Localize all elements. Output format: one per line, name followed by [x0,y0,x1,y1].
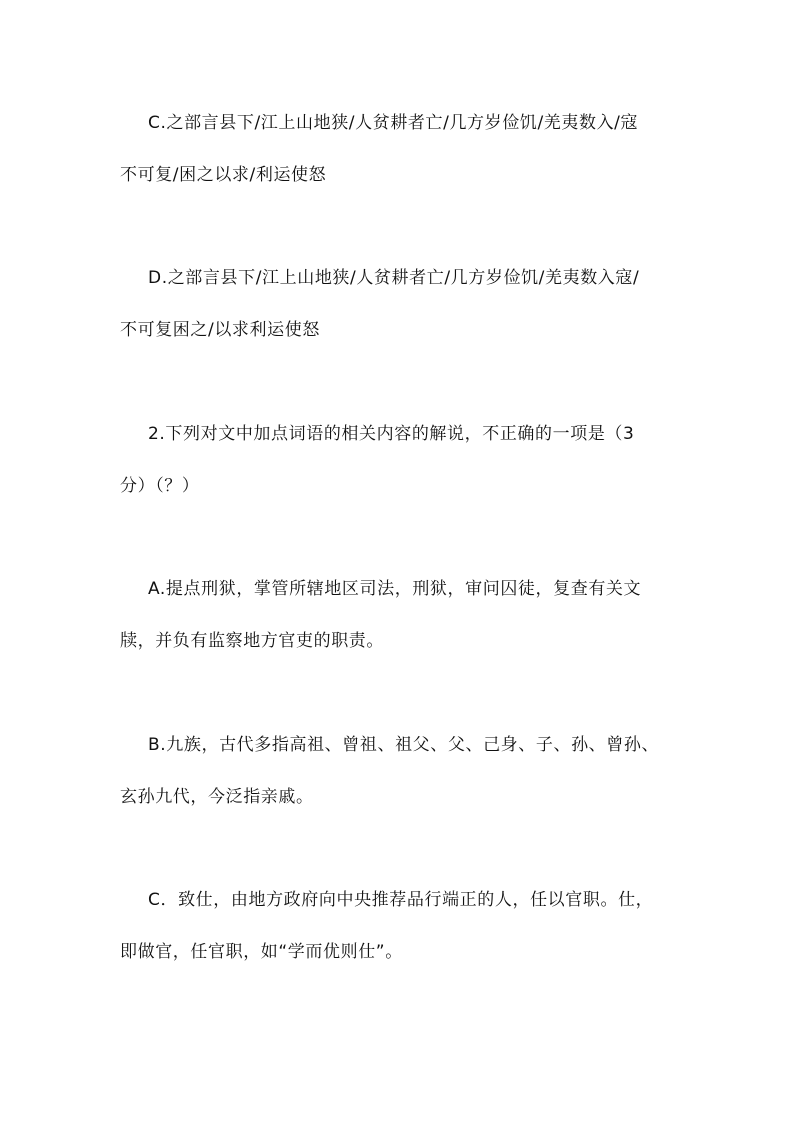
answer-a-line-2: 牍，并负有监察地方官吏的职责。 [120,631,384,651]
option-c-line-1: C.之部言县下/江上山地狭/人贫耕者亡/几方岁俭饥/羌夷数入/寇 [148,113,639,133]
answer-c-line-2: 即做官，任官职，如“学而优则仕”。 [120,942,403,962]
answer-b-line-2: 玄孙九代，今泛指亲戚。 [120,787,314,807]
question-2-line-1: 2.下列对文中加点词语的相关内容的解说，不正确的一项是（3 [148,424,635,444]
answer-c-line-1: C．致仕，由地方政府向中央推荐品行端正的人，任以官职。仕， [148,890,654,910]
option-d-line-1: D.之部言县下/江上山地狭/人贫耕者亡/几方岁俭饥/羌夷数入寇/ [148,268,640,288]
answer-b-line-1: B.九族，古代多指高祖、曾祖、祖父、父、己身、子、孙、曾孙、 [148,735,660,755]
question-2-line-2: 分）（？） [120,476,200,496]
answer-a-line-1: A.提点刑狱，掌管所辖地区司法，刑狱，审问囚徒，复查有关文 [148,579,642,599]
option-c-line-2: 不可复/困之以求/利运使怒 [120,165,327,185]
option-d-line-2: 不可复困之/以求利运使怒 [120,320,320,340]
